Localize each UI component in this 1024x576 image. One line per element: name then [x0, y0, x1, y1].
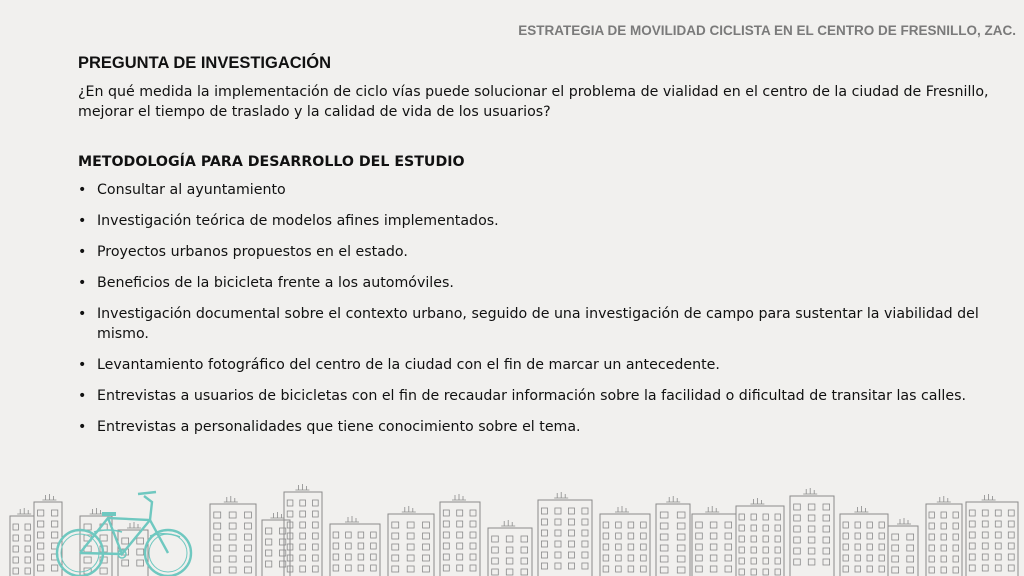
bullet-icon: •: [78, 275, 87, 291]
list-item-text: Beneficios de la bicicleta frente a los automóviles.: [97, 275, 454, 291]
bullet-icon: •: [78, 306, 87, 322]
list-item-text: Entrevistas a usuarios de bicicletas con el fin de recaudar información sobre la facilidad o dificultad de transitar las calles.: [97, 388, 966, 404]
list-item: [78, 355, 1003, 375]
bicycle-icon: [57, 492, 191, 576]
list-item-text: Investigación teórica de modelos afines implementados.: [97, 213, 499, 229]
list-item: [78, 273, 1003, 293]
list-item: [78, 417, 1003, 437]
methodology-list: [78, 180, 1003, 437]
slide-content: [78, 52, 1003, 448]
bullet-icon: •: [78, 419, 87, 435]
list-item: [78, 180, 1003, 200]
list-item: [78, 211, 1003, 231]
bullet-icon: •: [78, 388, 87, 404]
research-question-text: ¿En qué medida la implementación de ciclo vías puede solucionar el problema de vialidad en el centro de la ciudad de Fresnillo, mejorar el tiempo de traslado y la calidad de vida de los usuarios?: [78, 84, 989, 120]
list-item-text: Consultar al ayuntamiento: [97, 182, 286, 198]
list-item-text: Levantamiento fotográfico del centro de la ciudad con el fin de marcar un antecedente.: [97, 357, 720, 373]
list-item-text: Proyectos urbanos propuestos en el estado.: [97, 244, 408, 260]
bullet-icon: •: [78, 357, 87, 373]
list-item-text: Entrevistas a personalidades que tiene conocimiento sobre el tema.: [97, 419, 581, 435]
bullet-icon: •: [78, 182, 87, 198]
city-skyline-illustration: [0, 436, 1024, 576]
list-item-text: Investigación documental sobre el contexto urbano, seguido de una investigación de campo para sustentar la viabilidad del mismo.: [97, 306, 979, 342]
slide-header-title: ESTRATEGIA DE MOVILIDAD CICLISTA EN EL CENTRO DE FRESNILLO, ZAC.: [518, 23, 1016, 38]
bullet-icon: •: [78, 244, 87, 260]
methodology-heading: METODOLOGÍA PARA DESARROLLO DEL ESTUDIO: [78, 154, 465, 170]
research-question-heading: PREGUNTA DE INVESTIGACIÓN: [78, 54, 332, 72]
bullet-icon: •: [78, 213, 87, 229]
list-item: [78, 304, 1003, 344]
list-item: [78, 242, 1003, 262]
list-item: [78, 386, 1003, 406]
